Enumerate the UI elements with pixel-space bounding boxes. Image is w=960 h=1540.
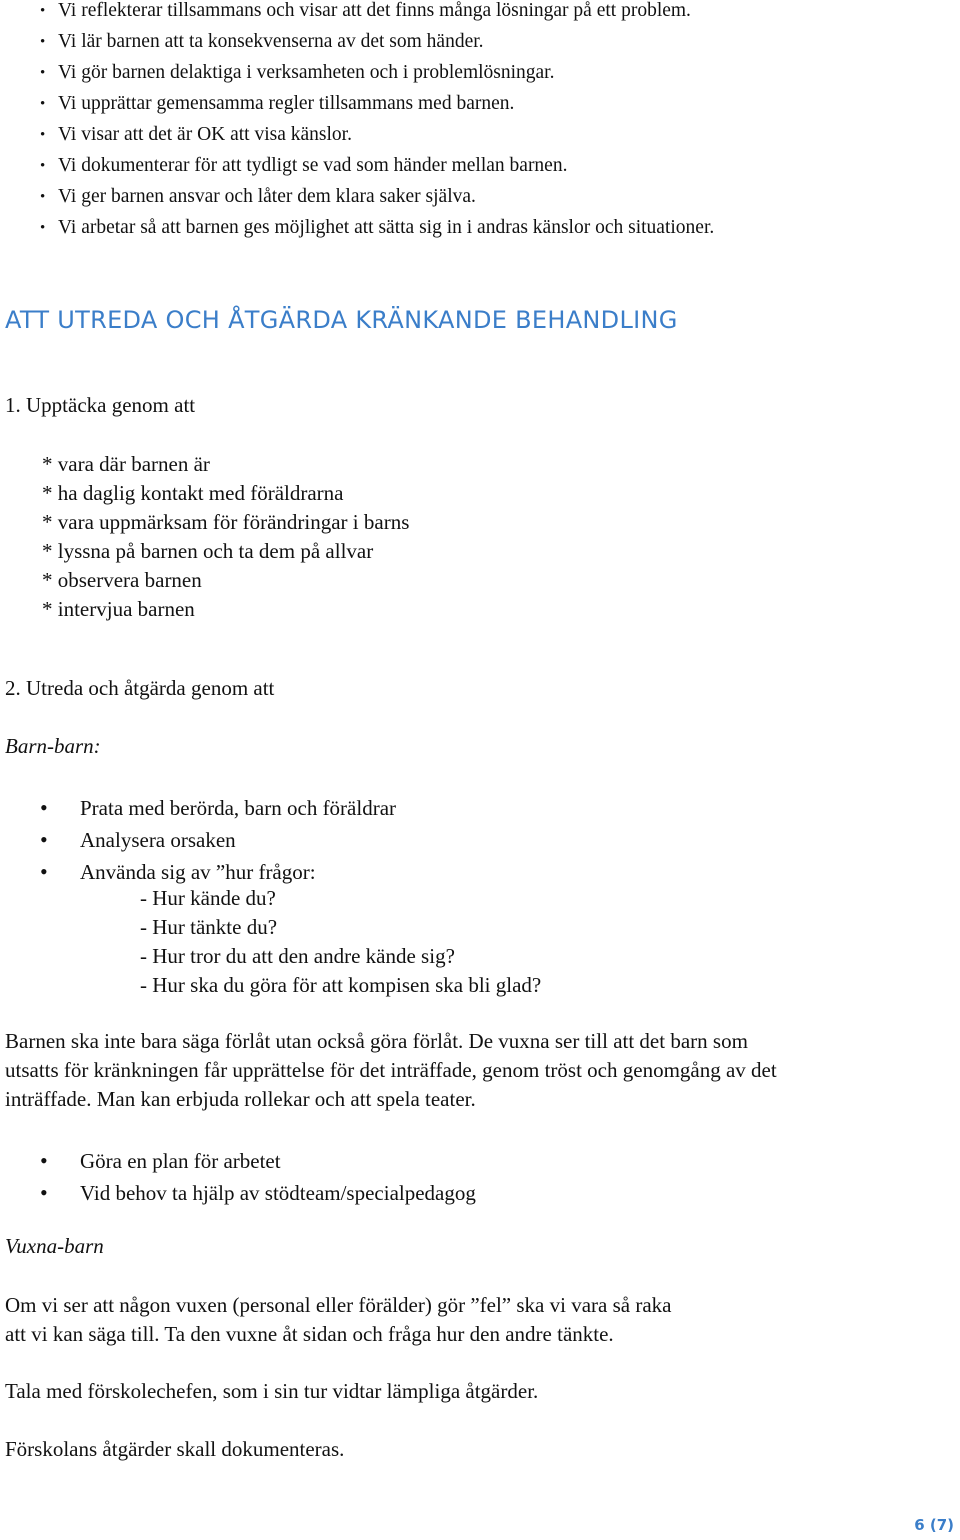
list-item: * vara uppmärksam för förändringar i barns [42, 510, 410, 534]
list-item [40, 182, 714, 213]
list-item [40, 1177, 476, 1209]
bullet-icon: • [40, 96, 46, 112]
paragraph-vuxna [5, 1291, 671, 1349]
paragraph-line: Om vi ser att någon vuxen (personal eller förälder) gör ”fel” ska vi vara så raka [5, 1293, 672, 1317]
list-item: * lyssna på barnen och ta dem på allvar [42, 539, 374, 563]
list-item [40, 27, 714, 58]
list-item [40, 824, 396, 856]
list-item [40, 151, 714, 182]
bullet-icon: • [40, 189, 46, 205]
list-item [40, 0, 714, 27]
bullet-icon: • [40, 859, 48, 884]
bullet-icon: • [40, 827, 48, 852]
list-item [40, 792, 396, 824]
bullet-icon: • [40, 127, 46, 143]
list-item: * ha daglig kontakt med föräldrarna [42, 481, 344, 505]
paragraph-line: inträffade. Man kan erbjuda rollekar och att spela teater. [5, 1087, 476, 1111]
paragraph-line: Barnen ska inte bara säga förlåt utan också göra förlåt. De vuxna ser till att det barn som [5, 1029, 748, 1053]
list-item-text: Göra en plan för arbetet [80, 1149, 281, 1173]
list-item-text: Vi visar att det är OK att visa känslor. [58, 124, 352, 145]
step-1-title: 1. Upptäcka genom att [5, 393, 196, 417]
bullet-icon: • [40, 65, 46, 81]
list-item [40, 58, 714, 89]
vuxna-barn-label: Vuxna-barn [5, 1234, 104, 1258]
list-item-text: Analysera orsaken [80, 828, 236, 852]
bullet-icon: • [40, 1180, 48, 1205]
list-item [40, 89, 714, 120]
list-item: * vara där barnen är [42, 452, 210, 476]
question-item: - Hur ska du göra för att kompisen ska bli glad? [140, 973, 542, 997]
paragraph-line: att vi kan säga till. Ta den vuxne åt sidan och fråga hur den andre tänkte. [5, 1322, 614, 1346]
top-bullet-list [40, 0, 714, 244]
list-item: * intervjua barnen [42, 597, 195, 621]
barn-bullet-list [40, 792, 396, 888]
paragraph-line: utsatts för kränkningen får upprättelse för det inträffade, genom tröst och genomgång av det [5, 1058, 777, 1082]
list-item-text: Vi reflekterar tillsammans och visar att det finns många lösningar på ett problem. [58, 0, 691, 21]
list-item-text: Vi lär barnen att ta konsekvenserna av det som händer. [58, 31, 484, 52]
bullet-icon: • [40, 1148, 48, 1173]
plan-bullet-list [40, 1145, 476, 1209]
step-1-list [42, 450, 409, 624]
list-item: * observera barnen [42, 568, 202, 592]
list-item-text: Vi upprättar gemensamma regler tillsammans med barnen. [58, 93, 515, 114]
bullet-icon: • [40, 795, 48, 820]
paragraph-dokumentation: Förskolans åtgärder skall dokumenteras. [5, 1437, 345, 1461]
question-item: - Hur tror du att den andre kände sig? [140, 944, 455, 968]
section-heading: ATT UTREDA OCH ÅTGÄRDA KRÄNKANDE BEHANDLING [5, 306, 678, 334]
list-item [40, 120, 714, 151]
bullet-icon: • [40, 220, 46, 236]
list-item-text: Vi gör barnen delaktiga i verksamheten och i problemlösningar. [58, 62, 555, 83]
bullet-icon: • [40, 3, 46, 19]
question-list [140, 884, 541, 1000]
question-item: - Hur kände du? [140, 886, 276, 910]
step-2-title: 2. Utreda och åtgärda genom att [5, 676, 275, 700]
list-item-text: Vi dokumenterar för att tydligt se vad som händer mellan barnen. [58, 155, 568, 176]
barn-barn-label: Barn-barn: [5, 734, 101, 758]
question-item: - Hur tänkte du? [140, 915, 278, 939]
list-item-text: Vi arbetar så att barnen ges möjlighet att sätta sig in i andras känslor och situationer. [58, 217, 715, 238]
list-item [40, 213, 714, 244]
list-item-text: Vid behov ta hjälp av stödteam/specialpedagog [80, 1181, 476, 1205]
list-item-text: Vi ger barnen ansvar och låter dem klara saker själva. [58, 186, 476, 207]
list-item-text: Använda sig av ”hur frågor: [80, 860, 316, 884]
paragraph-forskolechef: Tala med förskolechefen, som i sin tur vidtar lämpliga åtgärder. [5, 1379, 539, 1403]
bullet-icon: • [40, 34, 46, 50]
bullet-icon: • [40, 158, 46, 174]
list-item-text: Prata med berörda, barn och föräldrar [80, 796, 397, 820]
paragraph-forlat [5, 1027, 777, 1114]
list-item [40, 1145, 476, 1177]
page-number: 6 (7) [914, 1516, 954, 1534]
